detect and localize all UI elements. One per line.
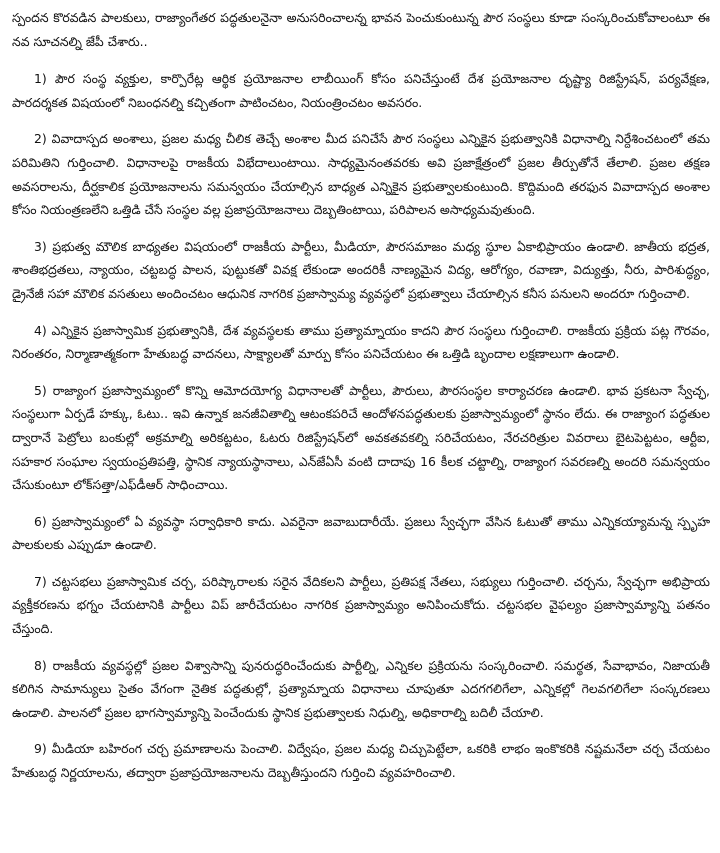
point-7: 7) చట్టసభలు ప్రజాస్వామిక చర్చ, పరిష్కారాలకు సరైన వేదికలని పార్టీలు, ప్రతిపక్ష నేతలు, సభ్యులు గుర్తించాలి. చర్చను, స్వేచ్ఛగా అభిప్రాయ వ్యక్తీకరణను భగ్నం చేయటానికి పార్టీలు విప్ జారీచేయటం నాగరిక ప్రజాస్వామ్యం అనిపించుకోదు. చట్టసభల వైఫల్యం ప్రజాస్వామ్యాన్ని పతనం చేస్తుంది.	[12, 573, 710, 637]
intro-paragraph: స్పందన కొరవడిన పాలకులు, రాజ్యాంగేతర పద్ధతులనైనా అనుసరించాలన్న భావన పెంచుకుంటున్న పౌర సంస్థలు కూడా సంస్కరించుకోవాలంటూ ఈ నవ సూచనల్ని జేపీ చేశారు..	[12, 10, 710, 49]
point-3: 3) ప్రభుత్వ మౌలిక బాధ్యతల విషయంలో రాజకీయ పార్టీలు, మీడియా, పౌరసమాజం మధ్య స్థూల ఏకాభిప్రాయం ఉండాలి. జాతీయ భద్రత, శాంతిభద్రతలు, న్యాయం, చట్టబద్ధ పాలన, పుట్టుకతో వివక్ష లేకుండా అందరికీ నాణ్యమైన విద్య, ఆరోగ్యం, రవాణా, విద్యుత్తు, నీరు, పారిశుద్ధ్యం, డ్రైనేజీ సహా మౌలిక వసతులు అందించటం ఆధునిక నాగరిక ప్రజాస్వామ్య వ్యవస్థలో ప్రభుత్వాలు చేయాల్సిన కనీస పనులని అందరూ గుర్తించాలి.	[12, 238, 710, 301]
point-8: 8) రాజకీయ వ్యవస్థల్లో ప్రజల విశ్వాసాన్ని పునరుద్ధరించేందుకు పార్టీల్ని, ఎన్నికల ప్రక్రియను సంస్కరించాలి. సమర్థత, సేవాభావం, నిజాయతీ కలిగిన సామాన్యులు సైతం వేగంగా నైతిక పద్ధతుల్లో, ప్రత్యామ్నాయ విధానాలు చూపుతూ ఎదగగలిగేలా, ఎన్నికల్లో గెలవగలిగేలా సంస్కరణలు ఉండాలి. పాలనలో ప్రజల భాగస్వామ్యాన్ని పెంచేందుకు స్థానిక ప్రభుత్వాలకు నిధుల్ని, అధికారాల్ని బదిలీ చేయాలి.	[12, 657, 710, 720]
point-1: 1) పౌర సంస్థ వ్యక్తుల, కార్పొరేట్ల ఆర్థిక ప్రయోజనాల లాబీయింగ్ కోసం పనిచేస్తుంటే దేశ ప్రయోజనాల దృష్ట్యా రిజిస్ట్రేషన్, పర్యవేక్షణ, పారదర్శకత విషయంలో నిబంధనల్ని కచ్చితంగా పాటించటం, నియంత్రించటం అవసరం.	[12, 71, 710, 110]
point-4: 4) ఎన్నికైన ప్రజాస్వామిక ప్రభుత్వానికి, దేశ వ్యవస్థలకు తాము ప్రత్యామ్నాయం కాదని పౌర సంస్థలు గుర్తించాలి. రాజకీయ ప్రక్రియ పట్ల గౌరవం, నిరంతరం, నిర్మాణాత్మకంగా హేతుబద్ధ వాదనలు, సాక్ష్యాలతో మార్పు కోసం పనిచేయటం ఈ ఒత్తిడి బృందాల లక్షణాలుగా ఉండాలి.	[12, 322, 710, 362]
point-6: 6) ప్రజాస్వామ్యంలో ఏ వ్యవస్థా సర్వాధికారి కాదు. ఎవరైనా జవాబుదారీయే. ప్రజలు స్వేచ్ఛగా వేసిన ఓటుతో తాము ఎన్నికయ్యామన్న స్పృహ పాలకులకు ఎప్పుడూ ఉండాలి.	[12, 513, 710, 553]
point-2: 2) వివాదాస్పద అంశాలు, ప్రజల మధ్య చీలిక తెచ్చే అంశాల మీద పనిచేసే పౌర సంస్థలు ఎన్నికైన ప్రభుత్వానికి విధానాల్ని నిర్దేశించటంలో తమ పరిమితిని గుర్తించాలి. విధానాలపై రాజకీయ విభేదాలుంటాయి. సాధ్యమైనంతవరకు అవి ప్రజాక్షేత్రంలో ప్రజల తీర్పుతోనే తేలాలి. ప్రజల తక్షణ అవసరాలను, దీర్ఘకాలిక ప్రయోజనాలను సమన్వయం చేయాల్సిన బాధ్యత ఎన్నికైన ప్రభుత్వాలకుంటుంది. కొద్దిమంది తరఫున వివాదాస్పద అంశాల కోసం నియంత్రణలేని ఒత్తిడి చేసే సంస్థల వల్ల ప్రజాప్రయోజనాలు దెబ్బతింటాయి, పరిపాలన అసాధ్యమవుతుంది.	[12, 131, 710, 218]
point-9: 9) మీడియా బహిరంగ చర్చ ప్రమాణాలను పెంచాలి. విద్వేషం, ప్రజల మధ్య చిచ్చుపెట్టేలా, ఒకరికి లాభం ఇంకొకరికి నష్టమనేలా చర్చ చేయటం హేతుబద్ధ నిర్ణయాలను, తద్వారా ప్రజాప్రయోజనాలను దెబ్బతీస్తుందని గుర్తించి వ్యవహరించాలి.	[12, 741, 710, 781]
point-5: 5) రాజ్యాంగ ప్రజాస్వామ్యంలో కొన్ని ఆమోదయోగ్య విధానాలతో పార్టీలు, పౌరులు, పౌరసంస్థల కార్యాచరణ ఉండాలి. భావ ప్రకటనా స్వేచ్ఛ, సంస్థలుగా ఏర్పడే హక్కు, ఓటు.. ఇవి ఉన్నాక జనజీవితాల్ని ఆటంకపరిచే ఆందోళనపద్ధతులకు ప్రజాస్వామ్యంలో స్థానం లేదు. ఈ రాజ్యాంగ పద్ధతుల ద్వారానే పెట్రోలు బంకుల్లో అక్రమాల్ని అరికట్టటం, ఓటరు రిజిస్ట్రేషన్‌లో అవకతవకల్ని సరిచేయటం, నేరచరిత్రుల వివరాలు బైటపెట్టటం, ఆర్టీఐ, సహకార సంఘాల స్వయంప్రతిపత్తి, స్థానిక న్యాయస్థానాలు, ఎన్‌జేఏసీ వంటి దాదాపు 16 కీలక చట్టాల్ని, రాజ్యాంగ సవరణల్ని అందరి సమన్వయం చేసుకుంటూ లోక్‌సత్తా/ఎఫ్‌డీఆర్ సాధించాయి.	[12, 382, 710, 493]
